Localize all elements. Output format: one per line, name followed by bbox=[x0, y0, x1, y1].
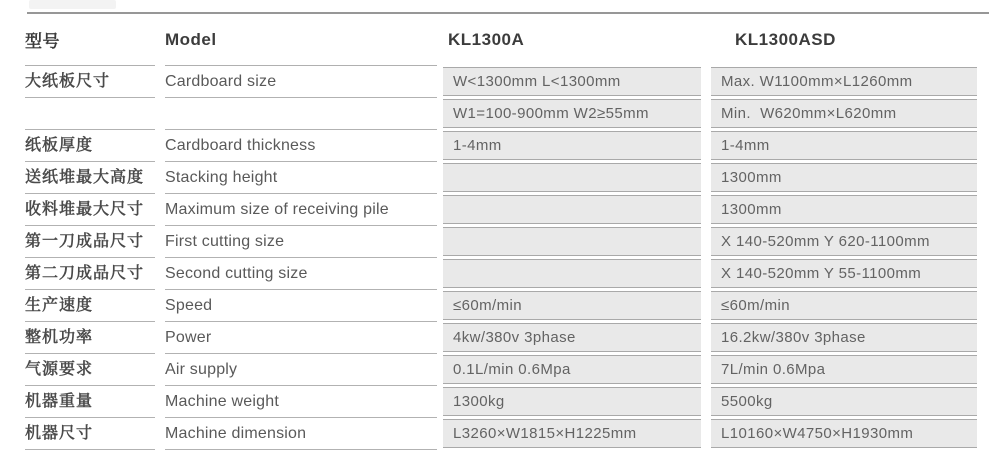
value-kl1300a: 0.1L/min 0.6Mpa bbox=[443, 355, 701, 384]
value-kl1300asd-cell bbox=[711, 130, 977, 162]
label-en: Power bbox=[165, 322, 437, 354]
value-kl1300asd: L10160×W4750×H1930mm bbox=[711, 419, 977, 448]
value-kl1300asd-cell bbox=[711, 194, 977, 226]
value-kl1300asd: 1300mm bbox=[711, 195, 977, 224]
table-header-row bbox=[0, 14, 1000, 66]
label-cn: 第二刀成品尺寸 bbox=[25, 258, 155, 290]
value-kl1300asd-cell bbox=[711, 162, 977, 194]
spec-row bbox=[0, 386, 1000, 418]
value-kl1300a-cell bbox=[443, 386, 701, 418]
label-en: Machine weight bbox=[165, 386, 437, 418]
label-cn: 纸板厚度 bbox=[25, 130, 155, 162]
label-cn: 机器尺寸 bbox=[25, 418, 155, 450]
spec-row bbox=[0, 354, 1000, 386]
label-en: Machine dimension bbox=[165, 418, 437, 450]
value-kl1300asd-cell bbox=[711, 226, 977, 258]
value-kl1300a: W<1300mm L<1300mm bbox=[443, 67, 701, 96]
value-kl1300asd-cell bbox=[711, 290, 977, 322]
value-kl1300a-cell bbox=[443, 354, 701, 386]
value-kl1300asd: 5500kg bbox=[711, 387, 977, 416]
header-label-model: Model bbox=[165, 14, 437, 66]
spec-row bbox=[0, 194, 1000, 226]
value-kl1300asd: 16.2kw/380v 3phase bbox=[711, 323, 977, 352]
label-en: Maximum size of receiving pile bbox=[165, 194, 437, 226]
label-en bbox=[165, 98, 437, 130]
label-en: Cardboard thickness bbox=[165, 130, 437, 162]
value-kl1300a-cell bbox=[443, 194, 701, 226]
label-cn: 收料堆最大尺寸 bbox=[25, 194, 155, 226]
specification-table bbox=[0, 14, 1000, 450]
value-kl1300a: ≤60m/min bbox=[443, 291, 701, 320]
spec-row bbox=[0, 258, 1000, 290]
value-kl1300asd: 1-4mm bbox=[711, 131, 977, 160]
spec-row bbox=[0, 162, 1000, 194]
header-model-kl1300a: KL1300A bbox=[448, 30, 525, 49]
spec-row bbox=[0, 130, 1000, 162]
value-kl1300a bbox=[443, 195, 701, 224]
value-kl1300asd-cell bbox=[711, 386, 977, 418]
value-kl1300a-cell bbox=[443, 162, 701, 194]
label-en: Air supply bbox=[165, 354, 437, 386]
label-cn: 生产速度 bbox=[25, 290, 155, 322]
value-kl1300asd: X 140-520mm Y 620-1100mm bbox=[711, 227, 977, 256]
value-kl1300a: 1300kg bbox=[443, 387, 701, 416]
spec-row bbox=[0, 322, 1000, 354]
value-kl1300asd: X 140-520mm Y 55-1100mm bbox=[711, 259, 977, 288]
label-cn: 第一刀成品尺寸 bbox=[25, 226, 155, 258]
value-kl1300a: 4kw/380v 3phase bbox=[443, 323, 701, 352]
label-cn: 送纸堆最大高度 bbox=[25, 162, 155, 194]
value-kl1300a-cell bbox=[443, 322, 701, 354]
value-kl1300asd: ≤60m/min bbox=[711, 291, 977, 320]
value-kl1300asd: 7L/min 0.6Mpa bbox=[711, 355, 977, 384]
value-kl1300a-cell bbox=[443, 130, 701, 162]
value-kl1300a-cell bbox=[443, 66, 701, 98]
label-en: Speed bbox=[165, 290, 437, 322]
value-kl1300asd-cell bbox=[711, 98, 977, 130]
value-kl1300asd-cell bbox=[711, 322, 977, 354]
value-kl1300asd: Min. W620mm×L620mm bbox=[711, 99, 977, 128]
label-en: Cardboard size bbox=[165, 66, 437, 98]
header-label-cn: 型号 bbox=[25, 14, 155, 66]
value-kl1300a bbox=[443, 227, 701, 256]
spec-row bbox=[0, 290, 1000, 322]
value-kl1300asd-cell bbox=[711, 258, 977, 290]
spec-row bbox=[0, 418, 1000, 450]
label-en: Second cutting size bbox=[165, 258, 437, 290]
spec-row bbox=[0, 98, 1000, 130]
header-model-kl1300asd: KL1300ASD bbox=[735, 30, 836, 49]
label-cn: 机器重量 bbox=[25, 386, 155, 418]
spec-row bbox=[0, 226, 1000, 258]
label-cn bbox=[25, 98, 155, 130]
value-kl1300asd-cell bbox=[711, 418, 977, 450]
label-cn: 大纸板尺寸 bbox=[25, 66, 155, 98]
value-kl1300asd: Max. W1100mm×L1260mm bbox=[711, 67, 977, 96]
value-kl1300a: L3260×W1815×H1225mm bbox=[443, 419, 701, 448]
value-kl1300a-cell bbox=[443, 418, 701, 450]
value-kl1300a bbox=[443, 163, 701, 192]
label-en: Stacking height bbox=[165, 162, 437, 194]
spec-table-body bbox=[0, 66, 1000, 450]
value-kl1300a bbox=[443, 259, 701, 288]
value-kl1300asd-cell bbox=[711, 66, 977, 98]
label-cn: 整机功率 bbox=[25, 322, 155, 354]
value-kl1300a-cell bbox=[443, 226, 701, 258]
cropped-element-fragment bbox=[29, 0, 116, 9]
label-cn: 气源要求 bbox=[25, 354, 155, 386]
spec-row bbox=[0, 66, 1000, 98]
value-kl1300asd-cell bbox=[711, 354, 977, 386]
value-kl1300a-cell bbox=[443, 290, 701, 322]
value-kl1300a-cell bbox=[443, 98, 701, 130]
value-kl1300asd: 1300mm bbox=[711, 163, 977, 192]
value-kl1300a: W1=100-900mm W2≥55mm bbox=[443, 99, 701, 128]
label-en: First cutting size bbox=[165, 226, 437, 258]
value-kl1300a-cell bbox=[443, 258, 701, 290]
value-kl1300a: 1-4mm bbox=[443, 131, 701, 160]
